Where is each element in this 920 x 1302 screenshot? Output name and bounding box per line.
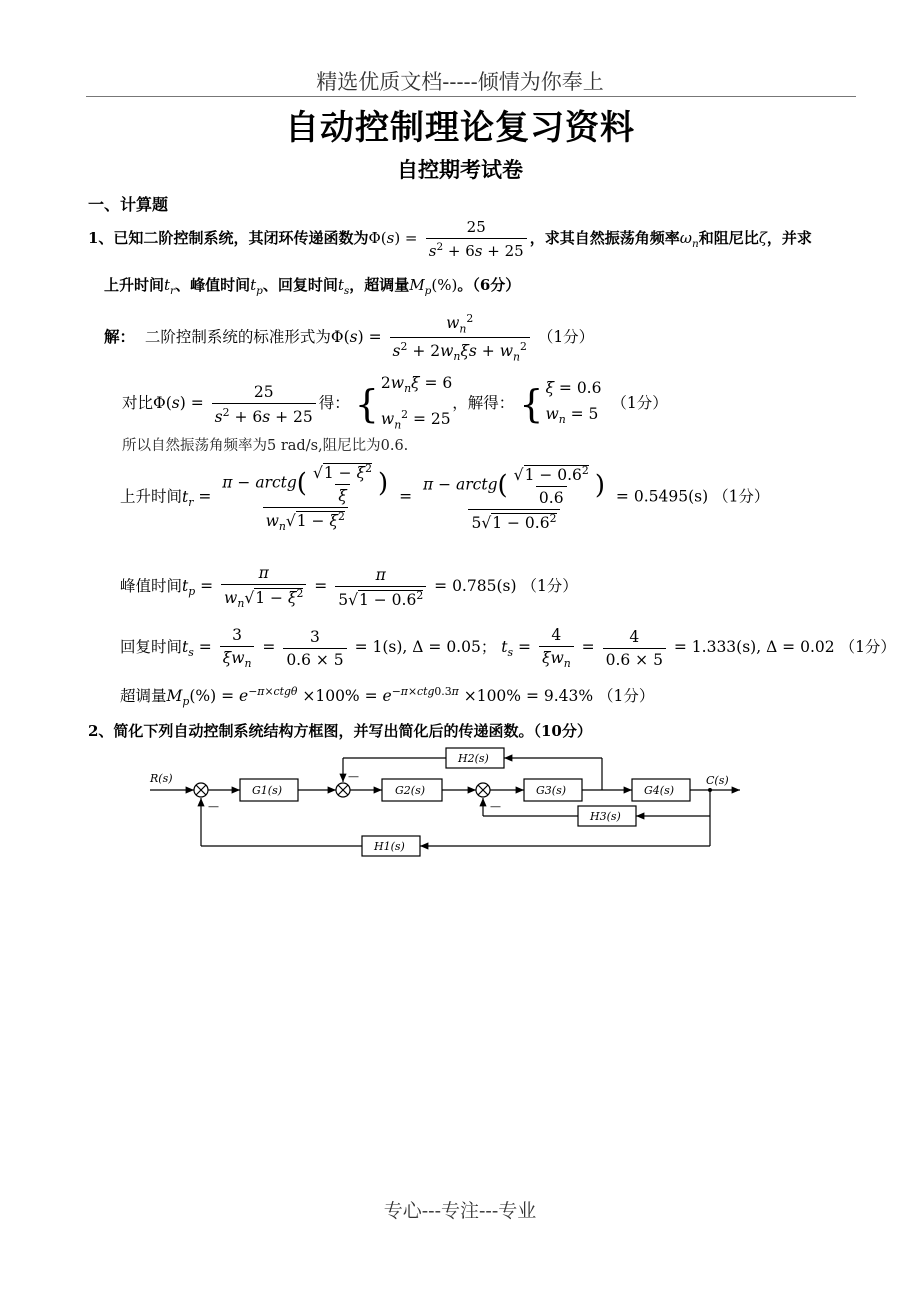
g4-label: G4(s) xyxy=(644,784,675,797)
question-1: 1、已知二阶控制系统，其闭环传递函数为Φ(s) = $\frac{25}{s^2 + 6s + 25}$ ，求其自然振荡角频率$\omega_n$和阻尼比ζ，并求 xyxy=(88,218,812,260)
solution-conclusion: 所以自然振荡角频率为5 rad/s,阻尼比为0.6. xyxy=(122,438,409,454)
rise-time-formula: 上升时间$t_r$ = π − arctg( $\frac{√1 - \xi^2}{\xi}$ ) $w_n√1 - \xi^2$ = π − arctg( $\frac{√1 - 0.6^2}{0.6}$ ) $5√1 - 0.6^2$ = 0.5495(s) （1分） xyxy=(120,462,770,534)
page-header: 精选优质文档-----倾情为你奉上 xyxy=(316,70,604,94)
question-1-line2: 上升时间$t_r$、峰值时间$t_p$、回复时间$t_s$，超调量$M_p(\%)$。（6分） xyxy=(104,276,521,297)
solution-line-1: 解： 二阶控制系统的标准形式为Φ(s) = $\frac{w_n^2}{s^2 + 2w_n\xi s + w_n^2}$ （1分） xyxy=(104,312,595,364)
header-divider xyxy=(86,96,856,97)
g3-label: G3(s) xyxy=(536,784,567,797)
h2-label: H2(s) xyxy=(458,752,489,765)
h1-label: H1(s) xyxy=(374,840,405,853)
peak-time-formula: 峰值时间$t_p$ = $\frac{\pi}{w_n√1 - \xi^2}$ = $\frac{\pi}{5√1 - 0.6^2}$ = 0.785(s) （1分） xyxy=(120,564,578,611)
minus-sign-1: — xyxy=(208,800,219,813)
h3-label: H3(s) xyxy=(590,810,621,823)
output-node xyxy=(708,788,712,792)
question-2: 2、简化下列自动控制系统结构方框图，并写出简化后的传递函数。（10分） xyxy=(88,722,592,740)
g2-label: G2(s) xyxy=(395,784,426,797)
document-title: 自动控制理论复习资料 xyxy=(285,108,635,148)
solution-line-2: 对比Φ(s) = $\frac{25}{s^2 + 6s + 25}$ 得： { $2w_n\xi = 6$ $w_n^2 = 25$ ，解得： { ξ = 0.6 $w_n = 5$ （1分） xyxy=(122,374,668,432)
page-footer: 专心---专注---专业 xyxy=(383,1200,537,1222)
block-diagram xyxy=(140,740,750,862)
recovery-time-formula: 回复时间$t_s$ = $\frac{3}{\xi w_n}$ = $\frac{3}{0.6 \times 5}$ = 1(s), Δ = 0.05； $t_s$ = $\frac{4}{\xi w_n}$ = $\frac{4}{0.6 \times 5}$ = 1.333(s), Δ = 0.02 （1分） xyxy=(120,626,896,671)
minus-sign-3: — xyxy=(490,800,501,813)
document-subtitle: 自控期考试卷 xyxy=(397,157,523,182)
output-label: C(s) xyxy=(706,774,729,787)
section-heading: 一、计算题 xyxy=(88,195,169,214)
minus-sign-2: — xyxy=(348,770,359,783)
g1-label: G1(s) xyxy=(252,784,283,797)
input-label: R(s) xyxy=(150,772,173,785)
overshoot-formula: 超调量$M_p(\%) = e^{-\pi\times ctg\theta} \times 100\% = e^{-\pi\times ctg0.3\pi} \times 100\% = 9.43\%$ （1分） xyxy=(120,684,655,709)
